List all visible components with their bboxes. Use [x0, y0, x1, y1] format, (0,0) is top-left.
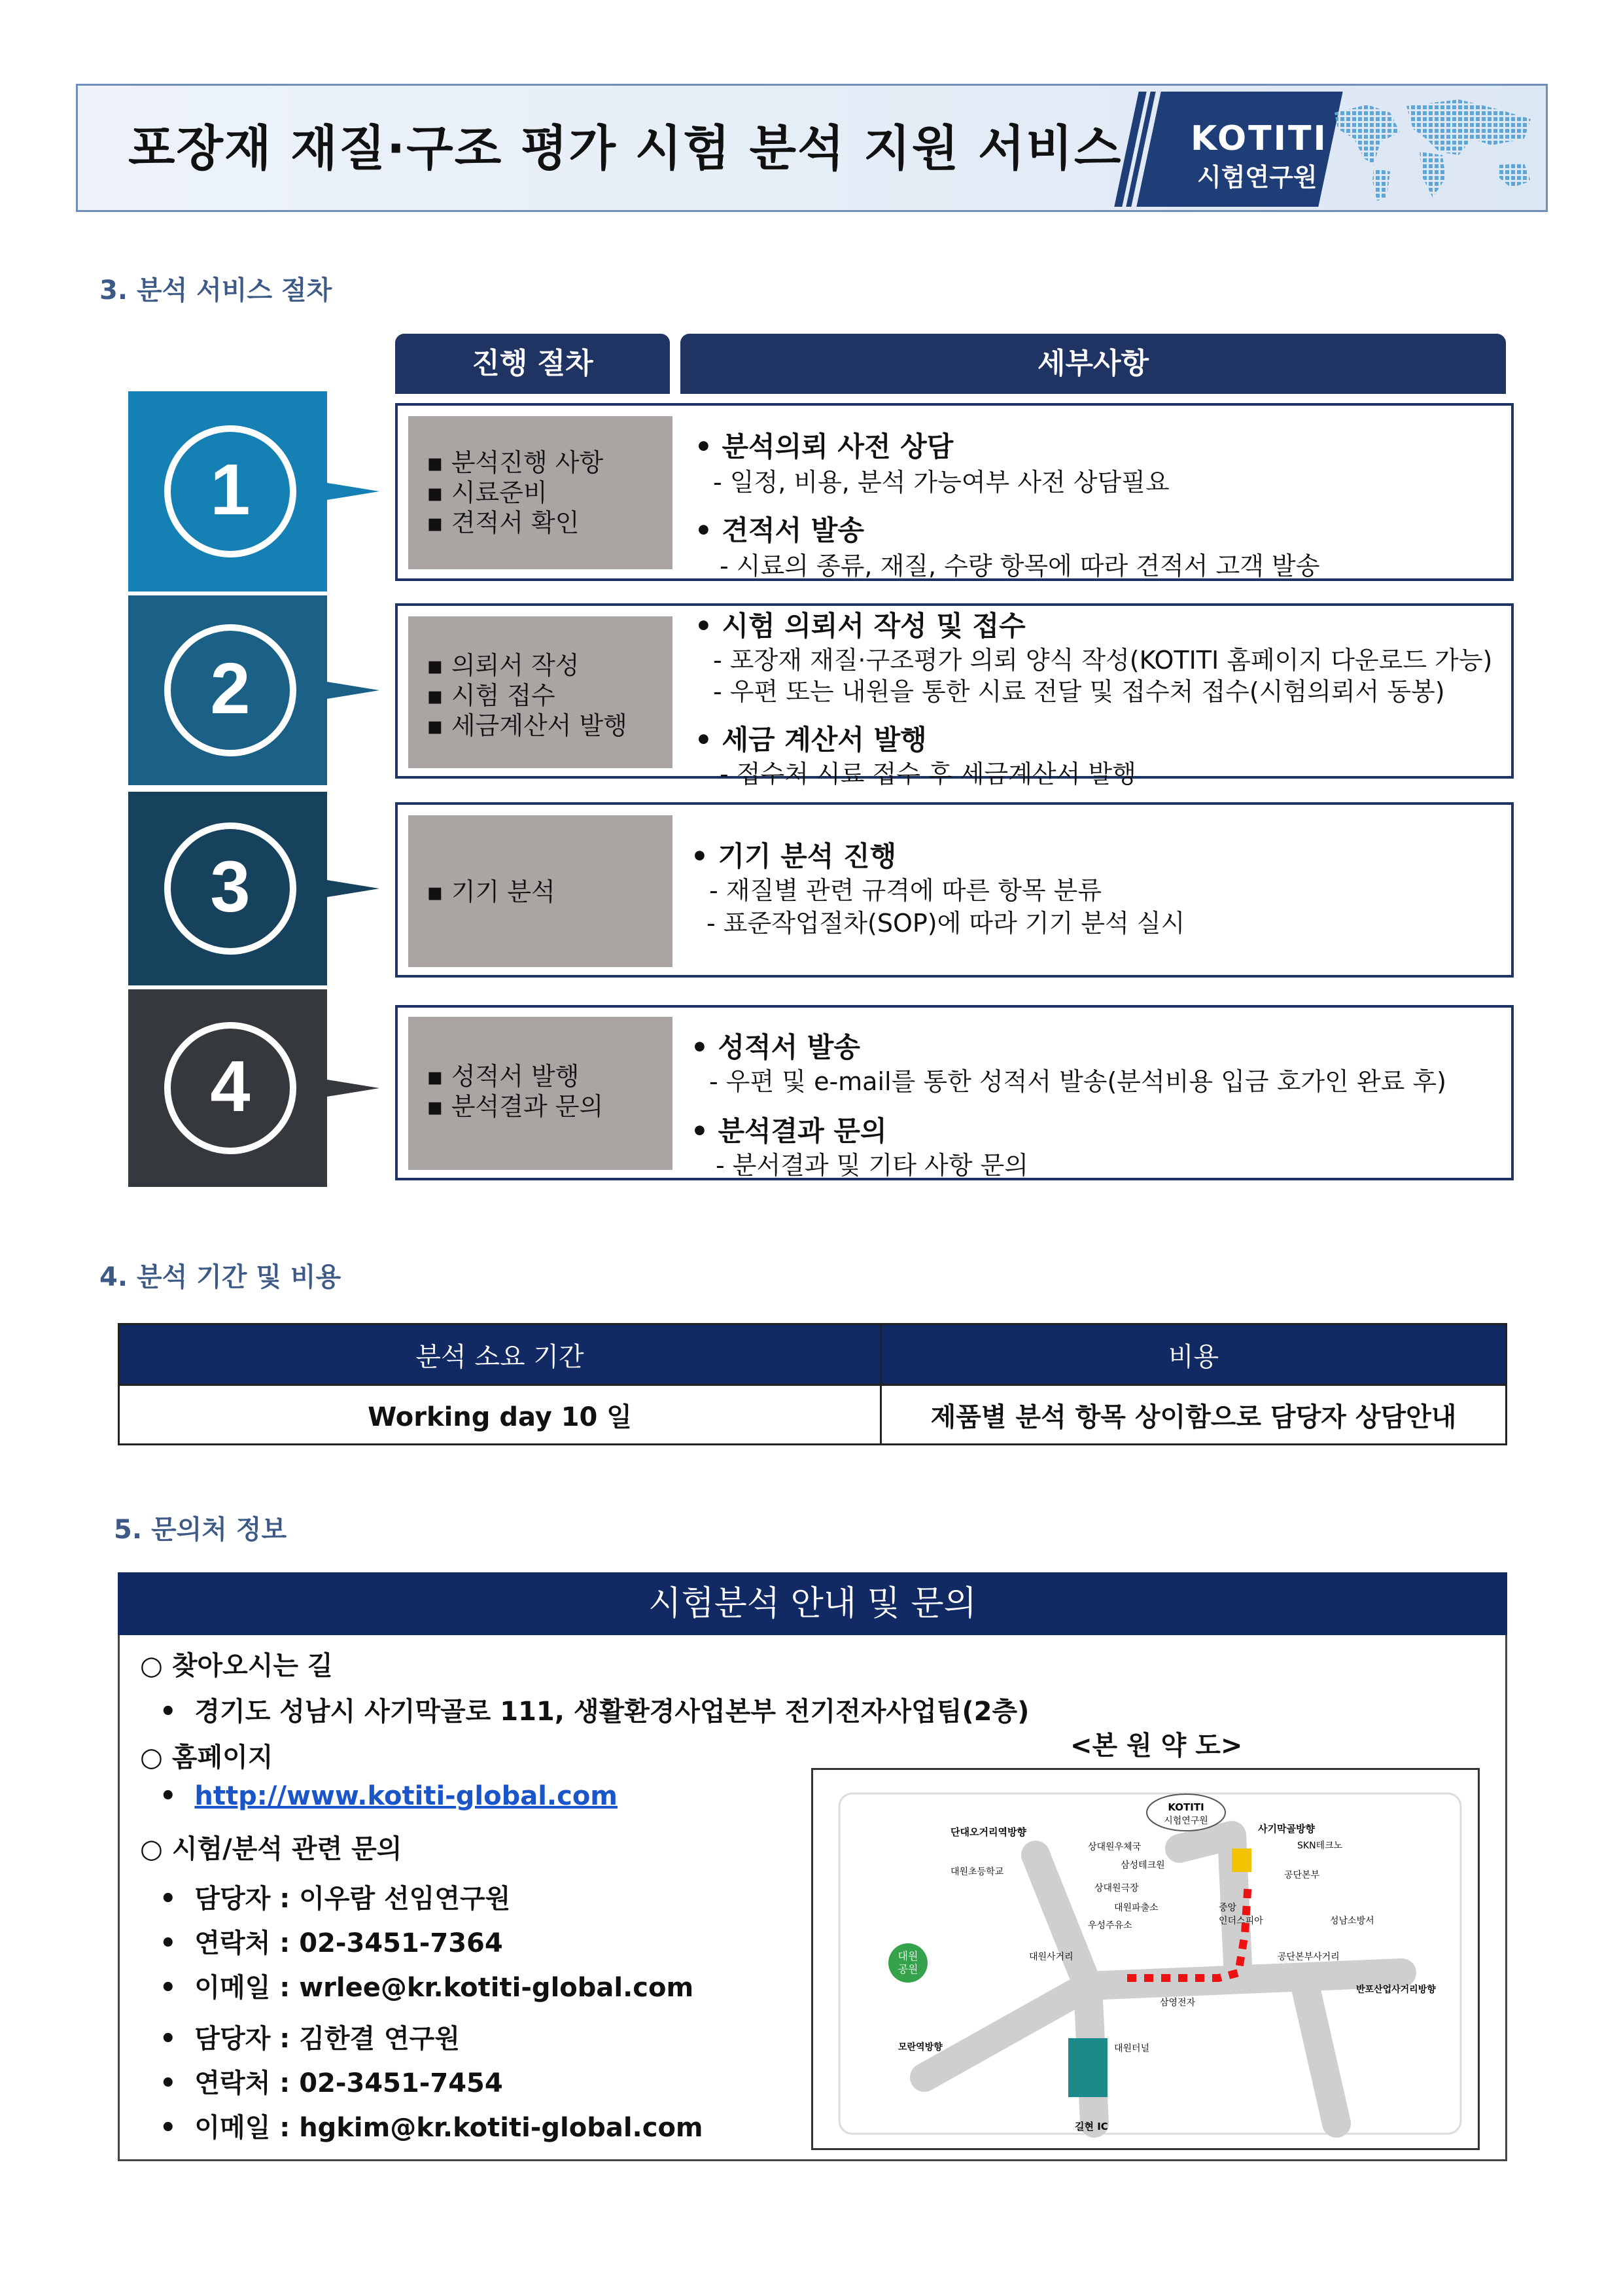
- column-header-process: 진행 절차: [395, 334, 670, 394]
- bullet: •: [160, 1884, 195, 1914]
- world-map-icon: [1328, 93, 1544, 205]
- section-title: 5. 문의처 정보: [114, 1515, 287, 1545]
- map-label: 대원초등학교: [951, 1867, 1004, 1877]
- step-1-summary: [408, 416, 672, 569]
- map-label: 단대오거리역방향: [951, 1826, 1026, 1838]
- table-cell: Working day 10 일: [119, 1385, 881, 1445]
- map-label: 사기막골방향: [1258, 1823, 1315, 1835]
- map-label: 삼성테크원: [1121, 1860, 1165, 1871]
- map-label: 대원파출소: [1114, 1903, 1159, 1913]
- map-label: 성남소방서: [1330, 1916, 1374, 1926]
- contact-box-title: 시험분석 안내 및 문의: [118, 1572, 1507, 1635]
- detail-heading: • 성적서 발송: [691, 1031, 860, 1063]
- bullet: •: [160, 1781, 195, 1811]
- map-label: 대원터널: [1114, 2043, 1150, 2054]
- table-header: 비용: [881, 1324, 1507, 1385]
- detail-line: - 포장재 재질·구조평가 의뢰 양식 작성(KOTITI 홈페이지 다운로드 가능): [713, 646, 1493, 675]
- map-label: SKN테크노: [1297, 1841, 1343, 1851]
- map-label: 시험연구원: [1164, 1816, 1208, 1826]
- summary-item: ▪ 시험 접수: [427, 681, 555, 710]
- detail-heading: • 시험 의뢰서 작성 및 접수: [695, 610, 1026, 642]
- detail-heading: • 세금 계산서 발행: [695, 724, 927, 756]
- table-row: [119, 1385, 1507, 1445]
- map-label: 대원: [898, 1950, 918, 1962]
- summary-item: ▪ 분석결과 문의: [427, 1092, 604, 1121]
- map-label: 중앙: [1219, 1903, 1237, 1913]
- map-label: 대원사거리: [1029, 1952, 1073, 1962]
- step-3-summary: [408, 815, 672, 967]
- step-number: 1: [210, 450, 251, 530]
- detail-heading: • 분석의뢰 사전 상담: [695, 431, 954, 463]
- detail-line: - 시료의 종류, 재질, 수량 항목에 따라 견적서 고객 발송: [720, 552, 1320, 580]
- detail-line: - 접수처 시료 접수 후 세금계산서 발행: [720, 760, 1136, 788]
- step-4-icon: [128, 989, 379, 1187]
- step-1-icon: [128, 391, 379, 592]
- map-label: 상대원우체국: [1088, 1842, 1142, 1852]
- table-cell: 제품별 분석 항목 상이함으로 담당자 상담안내: [881, 1385, 1507, 1445]
- table-header: 분석 소요 기간: [119, 1324, 881, 1385]
- map-label: 상대원극장: [1094, 1883, 1139, 1894]
- detail-heading: • 분석결과 문의: [691, 1115, 887, 1147]
- detail-line: - 표준작업절차(SOP)에 따라 기기 분석 실시: [707, 909, 1185, 938]
- bullet: •: [160, 2024, 195, 2054]
- summary-item: ▪ 분석진행 사항: [427, 448, 604, 477]
- inquiry-label: ○ 시험/분석 관련 문의: [140, 1834, 402, 1864]
- contact-item: [160, 1922, 503, 1960]
- map-label: 삼영전자: [1160, 1998, 1196, 2008]
- detail-line: - 우편 및 e-mail를 통한 성적서 발송(분석비용 입금 호가인 완료 후): [709, 1067, 1446, 1096]
- step-4-summary: [408, 1017, 672, 1170]
- step-number: 3: [210, 847, 251, 927]
- page-title: 포장재 재질·구조 평가 시험 분석 지원 서비스: [128, 120, 1123, 177]
- detail-line: - 일정, 비용, 분석 가능여부 사전 상담필요: [713, 468, 1170, 497]
- section-title: 3. 분석 서비스 절차: [99, 275, 332, 306]
- summary-item: ▪ 성적서 발행: [427, 1062, 580, 1091]
- directions-label: ○ 찾아오시는 길: [140, 1651, 333, 1681]
- summary-item: ▪ 견적서 확인: [427, 508, 580, 537]
- map-label: 길현 IC: [1075, 2121, 1108, 2132]
- column-header-details: 세부사항: [680, 334, 1506, 394]
- logo-subtext: 시험연구원: [1197, 163, 1318, 192]
- map-label: 공단본부사거리: [1278, 1952, 1340, 1962]
- map-caption: <본 원 약 도>: [1070, 1731, 1243, 1761]
- homepage-link[interactable]: http://www.kotiti-global.com: [194, 1781, 618, 1811]
- contact-item: [160, 1878, 510, 1915]
- bullet: •: [160, 2068, 195, 2098]
- address-item: [160, 1691, 1029, 1728]
- contact-item: [160, 2107, 703, 2144]
- bullet: •: [160, 1973, 195, 2003]
- contact-text: 연락처 : 02-3451-7364: [194, 1928, 503, 1958]
- contact-text: 이메일 : wrlee@kr.kotiti-global.com: [194, 1973, 694, 2003]
- map-label: 반포산업사거리방향: [1356, 1985, 1436, 1995]
- section-title: 4. 분석 기간 및 비용: [99, 1262, 341, 1292]
- step-number: 2: [210, 648, 251, 729]
- address: 경기도 성남시 사기막골로 111, 생활환경사업본부 전기전자사업팀(2층): [194, 1697, 1030, 1727]
- summary-item: ▪ 세금계산서 발행: [427, 711, 627, 740]
- contact-item: [160, 2062, 503, 2100]
- map-label: 공원: [898, 1963, 918, 1975]
- homepage-label: ○ 홈페이지: [140, 1742, 273, 1773]
- location-map: [811, 1768, 1480, 2150]
- summary-item: ▪ 시료준비: [427, 478, 548, 507]
- map-label: KOTITI: [1168, 1801, 1204, 1813]
- detail-heading: • 기기 분석 진행: [691, 840, 897, 872]
- bullet: •: [160, 2113, 195, 2143]
- step-number: 4: [210, 1046, 251, 1127]
- detail-line: - 분서결과 및 기타 사항 문의: [716, 1151, 1028, 1180]
- bullet: •: [160, 1928, 195, 1958]
- period-cost-table: [118, 1323, 1507, 1445]
- detail-line: - 재질별 관련 규격에 따른 항목 분류: [709, 876, 1102, 905]
- contact-item: [160, 2018, 460, 2055]
- map-label: 우성주유소: [1088, 1920, 1132, 1931]
- summary-item: ▪ 기기 분석: [427, 877, 555, 906]
- contact-text: 연락처 : 02-3451-7454: [194, 2068, 503, 2098]
- logo-text: KOTITI: [1191, 119, 1328, 158]
- bullet: •: [160, 1697, 195, 1727]
- map-label: 모란역방향: [898, 2042, 943, 2053]
- homepage-item: [160, 1781, 618, 1811]
- contact-text: 담당자 : 김한결 연구원: [194, 2024, 460, 2054]
- step-3-icon: [128, 792, 379, 985]
- map-label: 인더스피아: [1219, 1916, 1263, 1926]
- contact-text: 담당자 : 이우람 선임연구원: [194, 1884, 511, 1914]
- contact-item: [160, 1967, 693, 2004]
- detail-heading: • 견적서 발송: [695, 514, 864, 546]
- map-drawing: [813, 1770, 1478, 2148]
- summary-item: ▪ 의뢰서 작성: [427, 651, 580, 680]
- map-label: 공단본부: [1284, 1870, 1320, 1881]
- step-2-icon: [128, 595, 379, 785]
- step-2-summary: [408, 616, 672, 768]
- contact-text: 이메일 : hgkim@kr.kotiti-global.com: [194, 2113, 703, 2143]
- detail-line: - 우편 또는 내원을 통한 시료 전달 및 접수처 접수(시험의뢰서 동봉): [713, 677, 1445, 706]
